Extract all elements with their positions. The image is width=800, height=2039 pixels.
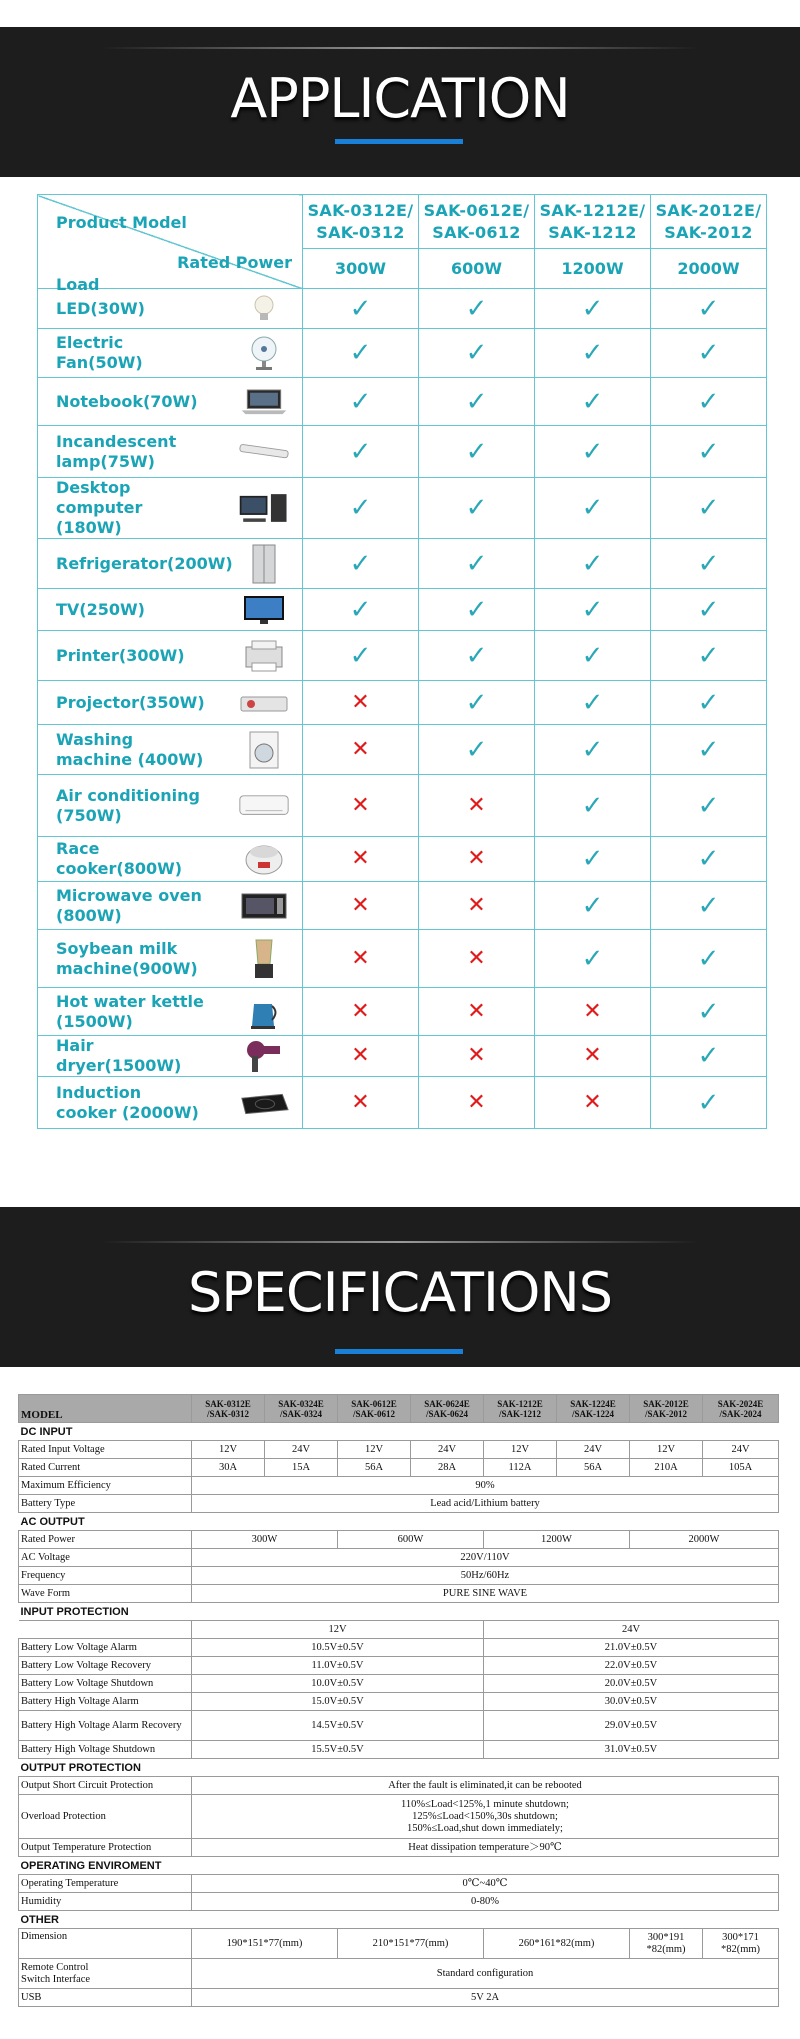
unsupported-cross-icon: ✕ [535, 1077, 651, 1129]
spec-value: 29.0V±0.5V [484, 1711, 779, 1741]
spec-value: 31.0V±0.5V [484, 1741, 779, 1759]
spec-value: 24V [265, 1441, 338, 1459]
spec-value: 12V [338, 1441, 411, 1459]
supported-check-icon: ✓ [419, 426, 535, 478]
load-row [38, 1036, 767, 1077]
spec-row [19, 1893, 779, 1911]
header-model-2012: SAK-2012E/ SAK-2012 [651, 195, 767, 249]
supported-check-icon: ✓ [651, 930, 767, 988]
load-name: Projector(350W) [56, 692, 205, 712]
supported-check-icon: ✓ [535, 725, 651, 775]
spec-row [19, 1875, 779, 1893]
induction-cooker-icon [238, 1087, 290, 1119]
supported-check-icon: ✓ [419, 289, 535, 329]
supported-check-icon: ✓ [651, 631, 767, 681]
load-row [38, 1077, 767, 1129]
spec-value: 15A [265, 1459, 338, 1477]
spec-row [19, 1929, 779, 1959]
supported-check-icon: ✓ [651, 426, 767, 478]
unsupported-cross-icon: ✕ [303, 988, 419, 1036]
spec-value: 24V [484, 1621, 779, 1639]
spec-label: Remote Control Switch Interface [19, 1959, 192, 1989]
section-other: OTHER [19, 1911, 779, 1929]
spec-value: After the fault is eliminated,it can be rebooted [192, 1777, 779, 1795]
spec-value: 210*151*77(mm) [338, 1929, 484, 1959]
spec-label: Maximum Efficiency [19, 1477, 192, 1495]
unsupported-cross-icon: ✕ [419, 882, 535, 930]
spec-value: 190*151*77(mm) [192, 1929, 338, 1959]
spec-label: Frequency [19, 1567, 192, 1585]
supported-check-icon: ✓ [651, 1077, 767, 1129]
header-product-model: Product Model [56, 213, 187, 232]
spec-row [19, 1777, 779, 1795]
supported-check-icon: ✓ [419, 539, 535, 589]
spec-value: 15.0V±0.5V [192, 1693, 484, 1711]
supported-check-icon: ✓ [419, 631, 535, 681]
header-model-0612: SAK-0612E/ SAK-0612 [419, 195, 535, 249]
spec-row [19, 1741, 779, 1759]
load-row [38, 329, 767, 378]
spec-row [19, 1657, 779, 1675]
header-power-2000: 2000W [651, 249, 767, 289]
spec-model-2024: SAK-2024E /SAK-2024 [703, 1395, 779, 1423]
load-row [38, 631, 767, 681]
header-corner [38, 195, 303, 294]
spec-row [19, 1585, 779, 1603]
load-name: Washing machine (400W) [56, 729, 204, 769]
load-cell [38, 329, 303, 378]
specifications-banner [0, 1207, 800, 1367]
supported-check-icon: ✓ [535, 930, 651, 988]
unsupported-cross-icon: ✕ [419, 1036, 535, 1077]
supported-check-icon: ✓ [419, 478, 535, 539]
unsupported-cross-icon: ✕ [419, 1077, 535, 1129]
unsupported-cross-icon: ✕ [419, 930, 535, 988]
air-conditioner-icon [238, 790, 290, 822]
load-name: Notebook(70W) [56, 391, 198, 411]
supported-check-icon: ✓ [419, 725, 535, 775]
unsupported-cross-icon: ✕ [303, 930, 419, 988]
tv-icon [238, 594, 290, 626]
spec-label: Battery Low Voltage Alarm [19, 1639, 192, 1657]
spec-label: Rated Power [19, 1531, 192, 1549]
spec-header-row [19, 1395, 779, 1423]
spec-label: Battery High Voltage Shutdown [19, 1741, 192, 1759]
load-cell [38, 882, 303, 930]
supported-check-icon: ✓ [651, 329, 767, 378]
spec-value: 112A [484, 1459, 557, 1477]
spec-label: Output Short Circuit Protection [19, 1777, 192, 1795]
load-cell [38, 725, 303, 775]
load-cell [38, 589, 303, 631]
unsupported-cross-icon: ✕ [303, 1077, 419, 1129]
laptop-icon [238, 386, 290, 418]
spec-label: Overload Protection [19, 1795, 192, 1839]
load-row [38, 725, 767, 775]
spec-value: 15.5V±0.5V [192, 1741, 484, 1759]
fridge-icon [238, 548, 290, 580]
spec-model-1224: SAK-1224E /SAK-1224 [557, 1395, 630, 1423]
unsupported-cross-icon: ✕ [419, 775, 535, 837]
header-model-0312: SAK-0312E/ SAK-0312 [303, 195, 419, 249]
spec-label: AC Voltage [19, 1549, 192, 1567]
spec-value: 30A [192, 1459, 265, 1477]
spec-value: 10.0V±0.5V [192, 1675, 484, 1693]
spec-row [19, 1621, 779, 1639]
spec-label: Output Temperature Protection [19, 1839, 192, 1857]
supported-check-icon: ✓ [303, 478, 419, 539]
spec-value: Lead acid/Lithium battery [192, 1495, 779, 1513]
header-rated-power: Rated Power [177, 253, 292, 272]
load-name: Hot water kettle (1500W) [56, 991, 204, 1031]
unsupported-cross-icon: ✕ [303, 725, 419, 775]
unsupported-cross-icon: ✕ [303, 775, 419, 837]
supported-check-icon: ✓ [651, 775, 767, 837]
supported-check-icon: ✓ [419, 329, 535, 378]
load-cell [38, 289, 303, 329]
supported-check-icon: ✓ [419, 681, 535, 725]
load-row [38, 378, 767, 426]
section-output-protection: OUTPUT PROTECTION [19, 1759, 779, 1777]
load-row [38, 988, 767, 1036]
section-operating-environment: OPERATING ENVIROMENT [19, 1857, 779, 1875]
load-name: Soybean milk machine(900W) [56, 938, 198, 978]
spec-model-0612: SAK-0612E /SAK-0612 [338, 1395, 411, 1423]
spec-value: 12V [630, 1441, 703, 1459]
unsupported-cross-icon: ✕ [303, 681, 419, 725]
spec-value: 260*161*82(mm) [484, 1929, 630, 1959]
projector-icon [238, 687, 290, 719]
supported-check-icon: ✓ [535, 539, 651, 589]
supported-check-icon: ✓ [303, 589, 419, 631]
load-cell [38, 539, 303, 589]
application-table [37, 194, 767, 1129]
spec-row [19, 1693, 779, 1711]
washer-icon [238, 734, 290, 766]
load-row [38, 539, 767, 589]
load-name: Refrigerator(200W) [56, 553, 233, 573]
fan-icon [238, 337, 290, 369]
spec-value: 600W [338, 1531, 484, 1549]
supported-check-icon: ✓ [535, 426, 651, 478]
rice-cooker-icon [238, 843, 290, 875]
supported-check-icon: ✓ [303, 631, 419, 681]
header-load: Load [56, 275, 100, 294]
spec-row [19, 1639, 779, 1657]
spec-value: 5V 2A [192, 1989, 779, 2007]
spec-value: 14.5V±0.5V [192, 1711, 484, 1741]
unsupported-cross-icon: ✕ [419, 988, 535, 1036]
spec-row [19, 1531, 779, 1549]
load-cell [38, 631, 303, 681]
spec-value: 21.0V±0.5V [484, 1639, 779, 1657]
supported-check-icon: ✓ [535, 775, 651, 837]
load-name: Race cooker(800W) [56, 839, 183, 878]
supported-check-icon: ✓ [535, 589, 651, 631]
spec-label: Dimension [19, 1929, 192, 1959]
spec-value: 0-80% [192, 1893, 779, 1911]
spec-value: 20.0V±0.5V [484, 1675, 779, 1693]
load-row [38, 426, 767, 478]
spec-label: Operating Temperature [19, 1875, 192, 1893]
load-row [38, 681, 767, 725]
load-name: Hair dryer(1500W) [56, 1036, 182, 1075]
header-power-1200: 1200W [535, 249, 651, 289]
spec-label: Wave Form [19, 1585, 192, 1603]
kettle-icon [238, 996, 290, 1028]
section-dc-input: DC INPUT [19, 1423, 779, 1441]
spec-value: 12V [192, 1441, 265, 1459]
supported-check-icon: ✓ [535, 329, 651, 378]
spec-label-empty [19, 1621, 192, 1639]
supported-check-icon: ✓ [419, 378, 535, 426]
spec-value: 2000W [630, 1531, 779, 1549]
spec-value: 1200W [484, 1531, 630, 1549]
spec-label: USB [19, 1989, 192, 2007]
supported-check-icon: ✓ [535, 478, 651, 539]
spec-label: Battery Type [19, 1495, 192, 1513]
supported-check-icon: ✓ [651, 539, 767, 589]
load-cell [38, 837, 303, 882]
load-name: Desktop computer (180W) [56, 478, 143, 537]
supported-check-icon: ✓ [651, 589, 767, 631]
spec-value: 0℃~40℃ [192, 1875, 779, 1893]
spec-value: 220V/110V [192, 1549, 779, 1567]
title-underline [335, 1349, 463, 1354]
supported-check-icon: ✓ [303, 289, 419, 329]
title-underline [335, 139, 463, 144]
supported-check-icon: ✓ [651, 378, 767, 426]
load-row [38, 478, 767, 539]
supported-check-icon: ✓ [651, 681, 767, 725]
spec-row [19, 1795, 779, 1839]
load-row [38, 289, 767, 329]
spec-value: 24V [703, 1441, 779, 1459]
load-name: Induction cooker (2000W) [56, 1082, 199, 1122]
specifications-table [18, 1394, 779, 2007]
spec-value: Heat dissipation temperature＞90℃ [192, 1839, 779, 1857]
spec-value: 24V [557, 1441, 630, 1459]
application-banner [0, 27, 800, 177]
load-cell [38, 1077, 303, 1129]
spec-label: Battery High Voltage Alarm Recovery [19, 1711, 192, 1741]
supported-check-icon: ✓ [535, 289, 651, 329]
supported-check-icon: ✓ [303, 426, 419, 478]
spec-value: 10.5V±0.5V [192, 1639, 484, 1657]
spec-row [19, 1477, 779, 1495]
banner-shine [100, 47, 700, 49]
header-model-1212: SAK-1212E/ SAK-1212 [535, 195, 651, 249]
load-name: Incandescent lamp(75W) [56, 431, 177, 471]
load-cell [38, 930, 303, 988]
spec-value: 110%≤Load<125%,1 minute shutdown; 125%≤Load<150%,30s shutdown; 150%≤Load,shut down immediately; [192, 1795, 779, 1839]
printer-icon [238, 640, 290, 672]
spec-value: 300W [192, 1531, 338, 1549]
header-power-600: 600W [419, 249, 535, 289]
spec-row [19, 1675, 779, 1693]
load-cell [38, 1036, 303, 1077]
unsupported-cross-icon: ✕ [303, 837, 419, 882]
spec-row [19, 1839, 779, 1857]
spec-value: Standard configuration [192, 1959, 779, 1989]
spec-value: PURE SINE WAVE [192, 1585, 779, 1603]
spec-value: 56A [338, 1459, 411, 1477]
spec-value: 11.0V±0.5V [192, 1657, 484, 1675]
spec-row [19, 1459, 779, 1477]
desktop-icon [238, 492, 290, 524]
load-row [38, 882, 767, 930]
spec-value: 12V [484, 1441, 557, 1459]
spec-row [19, 1549, 779, 1567]
spec-row [19, 1567, 779, 1585]
supported-check-icon: ✓ [651, 988, 767, 1036]
spec-model-0324: SAK-0324E /SAK-0324 [265, 1395, 338, 1423]
load-name: Air conditioning (750W) [56, 785, 200, 825]
load-name: Printer(300W) [56, 645, 185, 665]
spec-label: Humidity [19, 1893, 192, 1911]
load-row [38, 837, 767, 882]
spec-value: 28A [411, 1459, 484, 1477]
load-row [38, 775, 767, 837]
spec-model-1212: SAK-1212E /SAK-1212 [484, 1395, 557, 1423]
supported-check-icon: ✓ [303, 378, 419, 426]
spec-value: 56A [557, 1459, 630, 1477]
load-cell [38, 478, 303, 539]
load-cell [38, 681, 303, 725]
load-name: Microwave oven (800W) [56, 885, 202, 925]
load-cell [38, 988, 303, 1036]
load-cell [38, 426, 303, 478]
spec-value: 105A [703, 1459, 779, 1477]
supported-check-icon: ✓ [651, 882, 767, 930]
load-name: TV(250W) [56, 599, 145, 619]
spec-value: 30.0V±0.5V [484, 1693, 779, 1711]
spec-label: Battery High Voltage Alarm [19, 1693, 192, 1711]
section-ac-output: AC OUTPUT [19, 1513, 779, 1531]
supported-check-icon: ✓ [651, 725, 767, 775]
supported-check-icon: ✓ [419, 589, 535, 631]
unsupported-cross-icon: ✕ [303, 1036, 419, 1077]
load-row [38, 930, 767, 988]
spec-value: 210A [630, 1459, 703, 1477]
spec-model-0312: SAK-0312E /SAK-0312 [192, 1395, 265, 1423]
unsupported-cross-icon: ✕ [535, 1036, 651, 1077]
load-name: Electric Fan(50W) [56, 333, 143, 372]
spec-value: 50Hz/60Hz [192, 1567, 779, 1585]
supported-check-icon: ✓ [535, 631, 651, 681]
spec-row [19, 1495, 779, 1513]
supported-check-icon: ✓ [651, 289, 767, 329]
hair-dryer-icon [238, 1040, 290, 1072]
supported-check-icon: ✓ [535, 681, 651, 725]
supported-check-icon: ✓ [535, 837, 651, 882]
spec-label: Battery Low Voltage Recovery [19, 1657, 192, 1675]
spec-label: Rated Input Voltage [19, 1441, 192, 1459]
spec-value: 24V [411, 1441, 484, 1459]
supported-check-icon: ✓ [651, 478, 767, 539]
supported-check-icon: ✓ [303, 539, 419, 589]
supported-check-icon: ✓ [303, 329, 419, 378]
spec-row [19, 1441, 779, 1459]
blender-icon [238, 943, 290, 975]
section-input-protection: INPUT PROTECTION [19, 1603, 779, 1621]
spec-value: 12V [192, 1621, 484, 1639]
bulb-icon [238, 293, 290, 325]
load-name: LED(30W) [56, 298, 145, 318]
supported-check-icon: ✓ [651, 1036, 767, 1077]
banner-shine [100, 1241, 700, 1243]
load-cell [38, 775, 303, 837]
specifications-title: SPECIFICATIONS [187, 1261, 613, 1324]
spec-row [19, 1711, 779, 1741]
supported-check-icon: ✓ [651, 837, 767, 882]
unsupported-cross-icon: ✕ [419, 837, 535, 882]
load-row [38, 589, 767, 631]
spec-value: 300*191 *82(mm) [630, 1929, 703, 1959]
spec-row [19, 1989, 779, 2007]
spec-model-label: MODEL [19, 1395, 192, 1423]
spec-model-2012: SAK-2012E /SAK-2012 [630, 1395, 703, 1423]
spec-value: 22.0V±0.5V [484, 1657, 779, 1675]
spec-value: 300*171 *82(mm) [703, 1929, 779, 1959]
supported-check-icon: ✓ [535, 378, 651, 426]
header-power-300: 300W [303, 249, 419, 289]
tube-lamp-icon [238, 436, 290, 468]
unsupported-cross-icon: ✕ [303, 882, 419, 930]
spec-label: Battery Low Voltage Shutdown [19, 1675, 192, 1693]
spec-label: Rated Current [19, 1459, 192, 1477]
spec-model-0624: SAK-0624E /SAK-0624 [411, 1395, 484, 1423]
spec-row [19, 1959, 779, 1989]
supported-check-icon: ✓ [535, 882, 651, 930]
application-title: APPLICATION [230, 67, 570, 130]
microwave-icon [238, 890, 290, 922]
unsupported-cross-icon: ✕ [535, 988, 651, 1036]
spec-value: 90% [192, 1477, 779, 1495]
load-cell [38, 378, 303, 426]
